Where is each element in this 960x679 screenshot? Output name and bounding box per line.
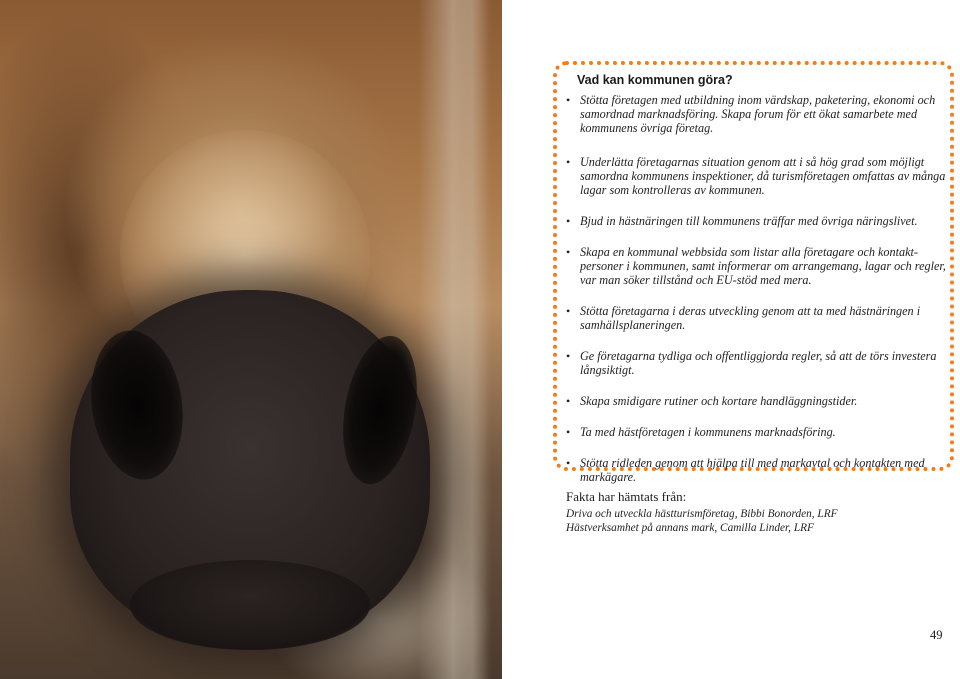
list-item bbox=[566, 394, 946, 408]
list-item-text: Ta med hästföretagen i kommunens marknadsföring. bbox=[580, 425, 836, 439]
bullet-icon: • bbox=[566, 93, 571, 107]
list-item bbox=[566, 304, 946, 332]
list-item-text: Stötta ridleden genom att hjälpa till med markavtal och kontakten med markägare. bbox=[580, 456, 925, 484]
list-item bbox=[566, 456, 946, 484]
recommendation-list bbox=[566, 93, 946, 484]
list-item-text: Stötta företagen med utbildning inom värdskap, paketering, ekonomi och samordnad marknadsföring. Skapa forum för ett ökat samarbete med kommunens övriga företag. bbox=[580, 93, 936, 135]
list-item bbox=[566, 93, 946, 135]
bullet-icon: • bbox=[566, 394, 571, 408]
source-item: Driva och utveckla hästturismföretag, Bibbi Bonorden, LRF bbox=[566, 508, 838, 520]
bullet-icon: • bbox=[566, 245, 571, 259]
list-item bbox=[566, 155, 946, 197]
bullet-icon: • bbox=[566, 425, 571, 439]
list-item-text: Skapa smidigare rutiner och kortare handläggningstider. bbox=[580, 394, 858, 408]
horse-lip bbox=[130, 560, 370, 650]
sources-list bbox=[566, 508, 838, 535]
list-item-text: Ge företagarna tydliga och offentliggjorda regler, så att de törs investera långsiktigt. bbox=[580, 349, 937, 377]
list-item bbox=[566, 214, 946, 228]
box-title: Vad kan kommunen göra? bbox=[577, 73, 733, 87]
source-item: Hästverksamhet på annans mark, Camilla Linder, LRF bbox=[566, 521, 814, 534]
sources-heading: Fakta har hämtats från: bbox=[566, 489, 687, 504]
list-item-text: Bjud in hästnäringen till kommunens träffar med övriga näringslivet. bbox=[580, 214, 918, 228]
bullet-icon: • bbox=[566, 214, 571, 228]
bullet-icon: • bbox=[566, 304, 571, 318]
list-item bbox=[566, 349, 946, 377]
list-item bbox=[566, 425, 946, 439]
bullet-icon: • bbox=[566, 456, 571, 470]
list-item bbox=[566, 245, 946, 287]
list-item-text: Stötta företagarna i deras utveckling genom att ta med hästnäringen i samhällsplaneringen. bbox=[580, 304, 921, 332]
list-item-text: Underlätta företagarnas situation genom att i så hög grad som möjligt samordna kommunens inspektioner, då turismföretagen omfattas av många lagar som kontrolleras av kommunen. bbox=[580, 155, 946, 197]
photo-background-stripe bbox=[452, 0, 492, 679]
list-item-text: Skapa en kommunal webbsida som listar alla företagare och kontakt-personer i kommunen, samt informerar om arrangemang, lagar och regler, var man söker tillstånd och EU-stöd med mera. bbox=[580, 245, 946, 287]
page-number: 49 bbox=[930, 628, 943, 642]
bullet-icon: • bbox=[566, 155, 571, 169]
bullet-icon: • bbox=[566, 349, 571, 363]
